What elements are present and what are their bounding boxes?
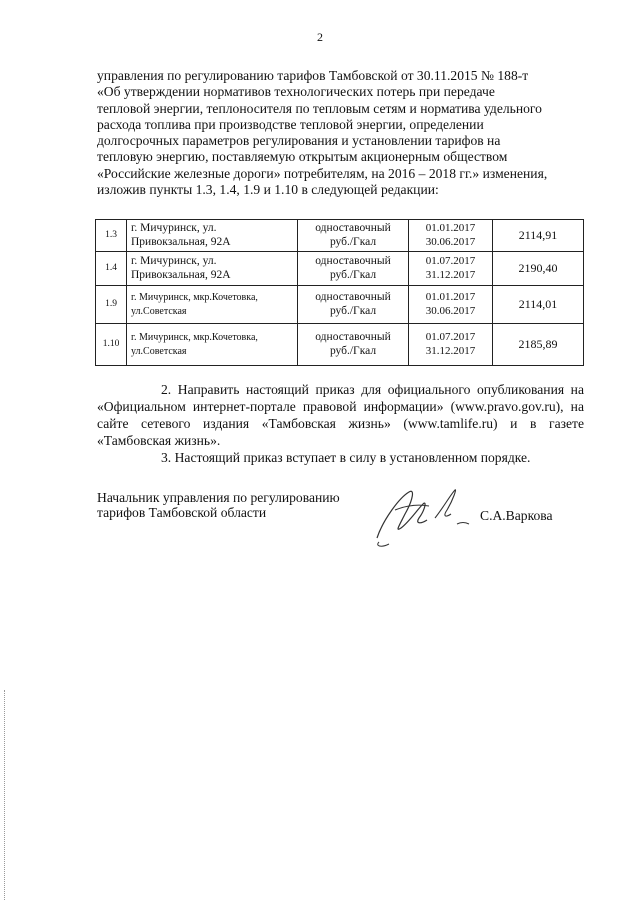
period-cell	[409, 252, 493, 286]
point-3: 3. Настоящий приказ вступает в силу в установленном порядке.	[161, 450, 531, 465]
intro-line: долгосрочных параметров регулирования и установлении тарифов на	[97, 133, 501, 149]
table-row	[96, 220, 584, 252]
address-cell: г. Мичуринск, мкр.Кочетовка, ул.Советская	[127, 324, 298, 366]
row-number: 1.4	[96, 252, 127, 286]
signer-position-line: Начальник управления по регулированию	[97, 490, 340, 505]
scan-margin-mark	[4, 690, 6, 900]
row-number: 1.10	[96, 324, 127, 366]
price-cell: 2114,01	[493, 286, 584, 324]
tariff-unit: руб./Гкал	[329, 235, 377, 248]
tariff-unit: руб./Гкал	[329, 304, 377, 317]
date-from: 01.07.2017	[425, 255, 476, 267]
table-row	[96, 324, 584, 366]
price-cell: 2114,91	[493, 220, 584, 252]
closing-points	[97, 381, 584, 466]
unit-cell	[298, 252, 409, 286]
intro-line: расхода топлива при производстве тепловой энергии, определении	[97, 116, 484, 132]
address-cell: г. Мичуринск, мкр.Кочетовка, ул.Советская	[127, 286, 298, 324]
page-number: 2	[317, 30, 323, 44]
row-number: 1.9	[96, 286, 127, 324]
address-cell: г. Мичуринск, ул. Привокзальная, 92А	[127, 252, 298, 286]
tariff-type: одноставочный	[315, 291, 391, 303]
period-cell	[409, 286, 493, 324]
address-cell: г. Мичуринск, ул. Привокзальная, 92А	[127, 220, 298, 252]
table-row	[96, 252, 584, 286]
unit-cell	[298, 286, 409, 324]
unit-cell	[298, 220, 409, 252]
price-cell: 2190,40	[493, 252, 584, 286]
intro-line: управления по регулированию тарифов Тамбовской от 30.11.2015 № 188-т	[97, 68, 529, 83]
intro-line: тепловую энергию, поставляемую открытым акционерным обществом	[97, 149, 508, 165]
intro-line: «Российские железные дороги» потребителям, на 2016 – 2018 гг.» изменения,	[97, 165, 548, 181]
date-from: 01.01.2017	[425, 222, 476, 234]
tariff-type: одноставочный	[315, 222, 391, 234]
tariff-unit: руб./Гкал	[329, 268, 377, 281]
intro-line: «Об утверждении нормативов технологических потерь при передаче	[97, 84, 495, 100]
date-to: 31.12.2017	[425, 268, 476, 281]
signer-name: С.А.Варкова	[480, 508, 553, 523]
intro-line: тепловой энергии, теплоносителя по тепловым сетям и норматива удельного	[97, 100, 542, 116]
unit-cell	[298, 324, 409, 366]
period-cell	[409, 220, 493, 252]
intro-paragraph	[97, 68, 584, 198]
date-to: 31.12.2017	[425, 344, 476, 357]
tariff-type: одноставочный	[315, 331, 391, 343]
tariff-unit: руб./Гкал	[329, 344, 377, 357]
price-cell: 2185,89	[493, 324, 584, 366]
date-from: 01.01.2017	[425, 291, 476, 303]
signer-position-line: тарифов Тамбовской области	[97, 505, 267, 520]
intro-line: изложив пункты 1.3, 1.4, 1.9 и 1.10 в следующей редакции:	[97, 182, 439, 198]
signer-position	[97, 490, 397, 520]
period-cell	[409, 324, 493, 366]
table-row	[96, 286, 584, 324]
tariff-type: одноставочный	[315, 255, 391, 267]
date-from: 01.07.2017	[425, 331, 476, 343]
tariff-table	[95, 219, 584, 366]
date-to: 30.06.2017	[425, 235, 476, 248]
point-2: 2. Направить настоящий приказ для официального опубликования на «Официальном интернет-портале правовой информации» (www.pravo.gov.ru), на сайте сетевого издания «Тамбовская жизнь» (www.tamlife.ru) и в газете «Тамбовская жизнь».	[97, 382, 584, 448]
date-to: 30.06.2017	[425, 304, 476, 317]
handwritten-signature	[365, 480, 475, 550]
row-number: 1.3	[96, 220, 127, 252]
